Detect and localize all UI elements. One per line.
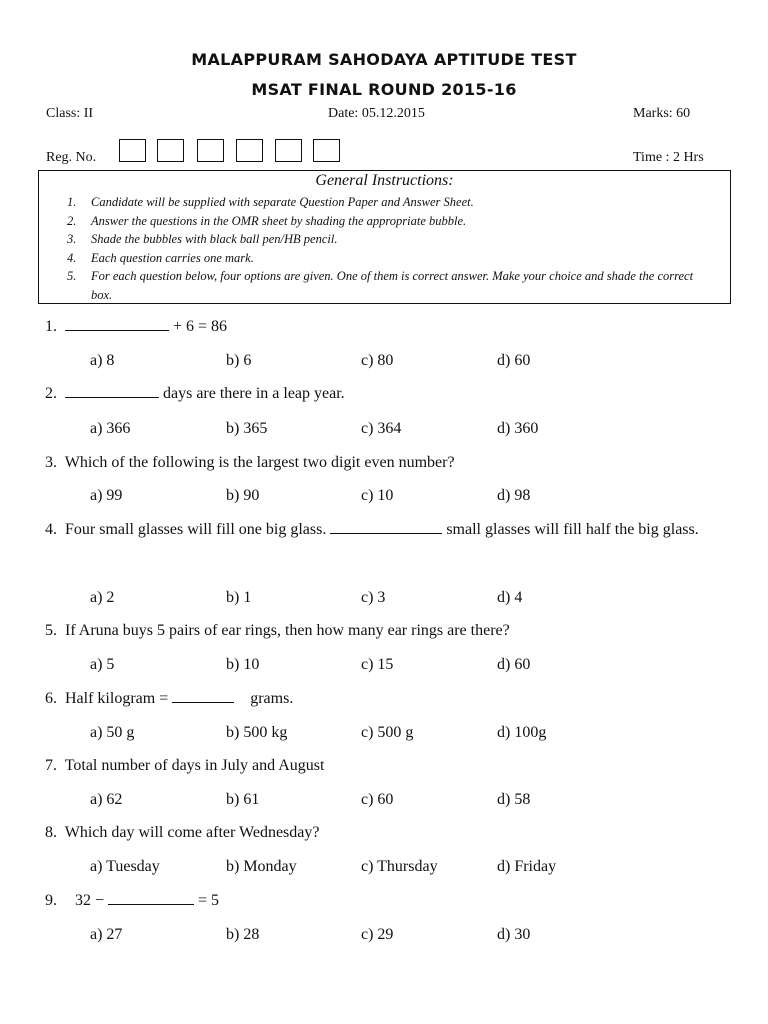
question-number: 2. [45,385,57,402]
option-a: a) 5 [90,656,115,673]
reg-no-box[interactable] [157,139,184,162]
option-c: c) 15 [361,656,394,673]
option-a: a) 2 [90,589,115,606]
question-9 [45,892,219,910]
instructions-box [38,170,731,304]
question-text: Which of the following is the largest two digit even number? [64,454,455,471]
option-d: d) 58 [497,791,531,808]
instruction-number: 4. [67,250,77,265]
option-b: b) 90 [226,487,260,504]
question-number: 5. [45,622,57,639]
instruction-number: 3. [67,232,77,246]
option-d: d) Friday [497,858,557,875]
option-c: c) 80 [361,352,394,369]
instructions-list [67,193,717,304]
question-text: days are there in a leap year. [163,385,345,402]
date-label: Date: 05.12.2015 [328,106,425,121]
question-text: grams. [250,690,294,707]
option-a: a) 27 [90,926,123,943]
instruction-text: Answer the questions in the OMR sheet by shading the appropriate bubble. [91,213,467,228]
option-d: d) 98 [497,487,531,504]
option-c: c) 10 [361,487,394,504]
question-text: Half kilogram = [65,690,169,707]
question-text: + 6 = 86 [173,318,228,335]
instruction-item [67,212,717,231]
marks-label: Marks: 60 [633,106,691,121]
option-c: c) 364 [361,420,402,437]
option-b: b) 28 [226,926,260,943]
question-text: = 5 [198,892,220,909]
exam-title: MALAPPURAM SAHODAYA APTITUDE TEST [191,50,577,69]
instruction-text: For each question below, four options are given. One of them is correct answer. Make your choice and shade the correct box. [91,269,694,302]
option-d: d) 60 [497,656,531,673]
option-c: c) Thursday [361,858,438,875]
option-b: b) 1 [226,589,252,606]
option-d: d) 60 [497,352,531,369]
reg-no-label: Reg. No. [46,150,97,165]
class-label: Class: II [46,106,94,121]
option-d: d) 4 [497,589,523,606]
answer-blank [65,385,159,398]
instructions-title: General Instructions: [315,172,454,189]
question-number: 4. [45,521,57,538]
question-3 [45,454,455,472]
option-d: d) 100g [497,724,547,741]
question-text: Which day will come after Wednesday? [64,824,320,841]
question-text: 32 − [75,892,105,909]
reg-no-box[interactable] [119,139,146,162]
instruction-item [67,267,717,304]
instruction-item [67,230,717,249]
option-a: a) 62 [90,791,123,808]
exam-subtitle: MSAT FINAL ROUND 2015-16 [251,80,517,99]
option-d: d) 360 [497,420,539,437]
question-text: small glasses will fill half the big glass. [446,521,699,538]
option-a: a) Tuesday [90,858,160,875]
option-c: c) 500 g [361,724,414,741]
option-a: a) 366 [90,420,131,437]
instruction-text: Candidate will be supplied with separate Question Paper and Answer Sheet. [91,195,474,209]
instruction-number: 5. [67,269,77,283]
reg-no-box[interactable] [236,139,263,162]
instruction-item [67,193,717,212]
question-number: 8. [45,824,57,841]
instruction-item [67,249,717,268]
option-b: b) 6 [226,352,252,369]
option-c: c) 3 [361,589,386,606]
answer-blank [172,690,234,703]
question-number: 1. [45,318,57,335]
question-8 [45,824,319,842]
option-a: a) 8 [90,352,115,369]
instruction-text: Each question carries one mark. [91,250,254,265]
question-5 [45,622,510,640]
reg-no-box[interactable] [197,139,224,162]
question-4 [45,513,725,547]
option-c: c) 29 [361,926,394,943]
instruction-text: Shade the bubbles with black ball pen/HB pencil. [91,232,338,246]
question-number: 6. [45,690,57,707]
answer-blank [330,521,442,534]
question-number: 3. [45,454,57,471]
question-1 [45,318,227,336]
question-text: If Aruna buys 5 pairs of ear rings, then how many ear rings are there? [65,622,510,639]
time-label: Time : 2 Hrs [633,150,704,165]
answer-blank [65,318,169,331]
instruction-number: 1. [67,195,77,209]
option-b: b) 10 [226,656,260,673]
question-number: 7. [45,757,57,774]
question-text: Four small glasses will fill one big glass. [65,521,327,538]
option-b: b) 500 kg [226,724,288,741]
question-2 [45,385,345,403]
reg-no-box[interactable] [313,139,340,162]
option-a: a) 50 g [90,724,135,741]
option-a: a) 99 [90,487,123,504]
question-text: Total number of days in July and August [64,757,325,774]
question-number: 9. [45,892,57,909]
question-6 [45,690,293,708]
option-c: c) 60 [361,791,394,808]
option-b: b) Monday [226,858,297,875]
instruction-number: 2. [67,213,77,228]
reg-no-box[interactable] [275,139,302,162]
answer-blank [108,892,194,905]
option-b: b) 61 [226,791,260,808]
question-7 [45,757,324,775]
option-d: d) 30 [497,926,531,943]
option-b: b) 365 [226,420,268,437]
